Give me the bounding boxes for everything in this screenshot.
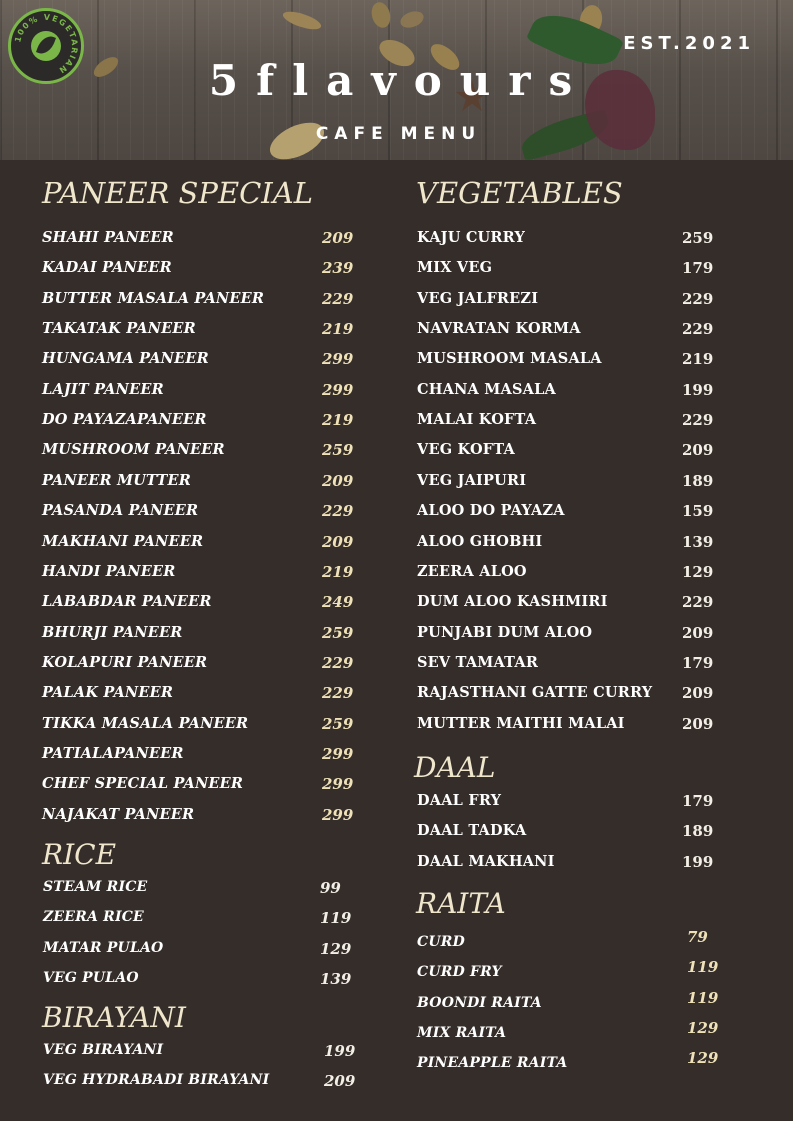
menu-item-price: 209 [322, 532, 354, 551]
menu-item-name: VEG PULAO [43, 969, 139, 986]
menu-item-name: DO PAYAZAPANEER [42, 411, 207, 429]
menu-item-price: 209 [682, 714, 714, 733]
menu-item-row [43, 1042, 363, 1064]
menu-item-name: HANDI PANEER [42, 562, 176, 580]
menu-item-name: PINEAPPLE RAITA [417, 1055, 568, 1072]
established-year: EST.2021 [623, 33, 755, 54]
category-title: VEGETABLES [416, 176, 623, 210]
category-title: PANEER SPECIAL [42, 176, 313, 210]
menu-item-price: 189 [682, 822, 714, 841]
menu-item-name: SHAHI PANEER [42, 229, 174, 246]
menu-item-name: MIX RAITA [417, 1024, 507, 1041]
menu-item-name: PALAK PANEER [42, 684, 174, 702]
menu-item-row [42, 654, 362, 676]
menu-item-row [417, 411, 727, 433]
menu-item-row [43, 909, 363, 931]
menu-item-row [417, 350, 727, 372]
menu-item-name: ZEERA ALOO [417, 562, 527, 580]
menu-item-row [43, 940, 363, 962]
menu-item-price: 219 [322, 320, 354, 339]
menu-item-row [42, 715, 362, 737]
menu-item-row [417, 229, 727, 251]
menu-item-row [417, 928, 727, 956]
menu-item-name: VEG BIRAYANI [43, 1042, 164, 1058]
cardamom-decoration [398, 8, 426, 30]
menu-item-row [417, 822, 727, 844]
menu-item-price: 249 [322, 593, 354, 612]
menu-item-price: 219 [322, 562, 354, 581]
category-title: DAAL [414, 751, 496, 784]
menu-item-row [42, 381, 362, 403]
menu-item-price: 229 [322, 502, 354, 521]
menu-item-name: DUM ALOO KASHMIRI [417, 593, 608, 611]
menu-item-name: NAVRATAN KORMA [417, 320, 581, 338]
menu-item-row [42, 472, 362, 494]
menu-item-row [417, 1049, 727, 1077]
menu-item-price: 209 [324, 1072, 356, 1091]
menu-item-price: 239 [322, 259, 354, 278]
menu-item-price: 229 [682, 411, 714, 430]
menu-item-name: CURD [417, 934, 465, 950]
menu-item-price: 259 [682, 229, 714, 247]
menu-item-row [417, 381, 727, 403]
menu-item-price: 139 [320, 969, 352, 988]
menu-item-price: 209 [682, 441, 714, 460]
menu-item-row [417, 259, 727, 281]
menu-item-name: BUTTER MASALA PANEER [42, 289, 265, 307]
menu-item-name: MUSHROOM PANEER [42, 441, 225, 459]
menu-item-price: 179 [682, 792, 714, 810]
menu-item-row [42, 563, 362, 585]
menu-item-price: 229 [682, 289, 714, 308]
menu-item-price: 299 [322, 744, 354, 763]
menu-item-row [417, 593, 727, 615]
menu-item-name: DAAL TADKA [417, 822, 527, 840]
menu-item-name: VEG JAIPURI [417, 471, 527, 489]
menu-item-name: RAJASTHANI GATTE CURRY [417, 684, 653, 702]
category-title: RAITA [416, 887, 506, 920]
menu-item-price: 129 [687, 1049, 719, 1068]
menu-item-row [417, 441, 727, 463]
menu-item-name: HUNGAMA PANEER [42, 350, 209, 368]
menu-item-name: ALOO GHOBHI [417, 532, 543, 550]
menu-item-name: VEG JALFREZI [417, 289, 539, 307]
menu-item-row [42, 290, 362, 312]
menu-item-name: LABABDAR PANEER [42, 593, 212, 611]
cardamom-decoration [281, 8, 323, 33]
menu-item-row [417, 988, 727, 1017]
menu-item-row [42, 229, 362, 251]
menu-item-row [417, 563, 727, 585]
menu-item-price: 209 [682, 684, 714, 703]
menu-item-name: MALAI KOFTA [417, 411, 537, 429]
menu-item-name: TIKKA MASALA PANEER [42, 714, 249, 732]
menu-item-price: 209 [682, 623, 714, 642]
menu-item-name: PUNJABI DUM ALOO [417, 623, 593, 641]
menu-item-name: BHURJI PANEER [42, 623, 183, 641]
menu-item-row [42, 593, 362, 615]
menu-item-price: 79 [687, 928, 708, 946]
menu-item-name: CHANA MASALA [417, 380, 556, 398]
menu-item-name: DAAL FRY [417, 792, 502, 809]
brand-name: 5flavours [208, 56, 591, 105]
menu-item-name: MUTTER MAITHI MALAI [417, 714, 625, 732]
menu-item-row [42, 624, 362, 646]
menu-item-row [417, 1018, 727, 1047]
menu-item-price: 209 [322, 229, 354, 247]
menu-item-price: 299 [322, 805, 354, 824]
menu-item-price: 229 [322, 653, 354, 672]
menu-item-name: TAKATAK PANEER [42, 320, 196, 338]
menu-item-price: 129 [320, 939, 352, 958]
menu-item-row [417, 533, 727, 555]
menu-item-row [42, 775, 362, 797]
menu-item-row [417, 624, 727, 646]
menu-item-name: NAJAKAT PANEER [42, 805, 195, 823]
menu-item-row [42, 320, 362, 342]
menu-item-name: CHEF SPECIAL PANEER [42, 775, 244, 793]
menu-item-row [417, 502, 727, 524]
menu-item-price: 199 [682, 852, 714, 871]
menu-item-row [42, 441, 362, 463]
menu-item-name: KAJU CURRY [417, 229, 526, 246]
menu-item-name: MUSHROOM MASALA [417, 350, 602, 368]
menu-item-price: 189 [682, 471, 714, 490]
menu-item-name: MAKHANI PANEER [42, 532, 204, 550]
category-title: RICE [42, 838, 117, 871]
menu-item-name: LAJIT PANEER [42, 380, 164, 398]
menu-item-price: 179 [682, 653, 714, 672]
menu-item-price: 299 [322, 350, 354, 369]
menu-item-price: 219 [322, 411, 354, 430]
menu-item-row [43, 970, 363, 992]
menu-item-row [42, 745, 362, 767]
menu-item-row [417, 684, 727, 706]
menu-item-name: ZEERA RICE [43, 909, 144, 926]
menu-item-price: 259 [322, 623, 354, 642]
cardamom-decoration [369, 0, 393, 30]
menu-item-name: CURD FRY [417, 964, 502, 981]
menu-item-row [43, 1072, 363, 1094]
menu-item-price: 129 [682, 562, 714, 581]
menu-item-price: 159 [682, 502, 714, 521]
menu-item-price: 199 [324, 1042, 356, 1060]
menu-item-row [417, 654, 727, 676]
menu-item-row [42, 684, 362, 706]
badge-text: 100% VEGETARIAN [13, 12, 80, 76]
menu-item-name: KADAI PANEER [42, 259, 172, 277]
menu-item-name: PANEER MUTTER [42, 471, 192, 489]
menu-item-row [42, 350, 362, 372]
menu-item-price: 119 [320, 909, 352, 928]
header-banner [0, 0, 793, 160]
menu-item-row [43, 879, 363, 901]
menu-item-price: 179 [682, 259, 714, 278]
menu-item-row [42, 502, 362, 524]
menu-item-row [417, 853, 727, 875]
menu-item-row [42, 411, 362, 433]
menu-item-row [417, 958, 727, 986]
menu-item-price: 259 [322, 441, 354, 460]
menu-item-name: PASANDA PANEER [42, 502, 199, 520]
menu-item-row [417, 792, 727, 814]
category-title: BIRAYANI [42, 1001, 186, 1034]
menu-item-row [417, 715, 727, 737]
menu-item-price: 259 [322, 714, 354, 733]
menu-item-price: 209 [322, 471, 354, 490]
menu-item-row [42, 533, 362, 555]
menu-item-name: PATIALAPANEER [42, 744, 184, 762]
menu-item-row [42, 259, 362, 281]
menu-item-name: VEG KOFTA [417, 441, 515, 459]
menu-item-price: 219 [682, 350, 714, 369]
menu-item-row [417, 472, 727, 494]
menu-item-row [417, 320, 727, 342]
menu-item-price: 229 [322, 684, 354, 703]
menu-item-name: STEAM RICE [43, 879, 148, 895]
menu-item-row [417, 290, 727, 312]
menu-item-price: 299 [322, 775, 354, 794]
menu-subtitle: CAFE MENU [315, 124, 482, 144]
menu-item-price: 229 [682, 593, 714, 612]
menu-item-price: 199 [682, 380, 714, 399]
menu-item-name: DAAL MAKHANI [417, 852, 555, 870]
menu-item-name: KOLAPURI PANEER [42, 653, 208, 671]
menu-item-row [42, 806, 362, 828]
menu-item-price: 99 [320, 879, 341, 897]
menu-item-price: 229 [682, 320, 714, 339]
menu-item-price: 129 [687, 1018, 719, 1037]
menu-item-name: BOONDI RAITA [417, 994, 542, 1011]
menu-item-price: 299 [322, 380, 354, 399]
menu-item-price: 119 [687, 958, 719, 977]
menu-item-name: MIX VEG [417, 259, 493, 277]
menu-item-price: 229 [322, 289, 354, 308]
menu-item-name: SEV TAMATAR [417, 653, 539, 671]
menu-item-price: 139 [682, 532, 714, 551]
menu-item-name: VEG HYDRABADI BIRAYANI [43, 1072, 270, 1089]
menu-item-name: MATAR PULAO [43, 939, 164, 956]
menu-item-name: ALOO DO PAYAZA [417, 502, 565, 520]
menu-item-price: 119 [687, 988, 719, 1007]
